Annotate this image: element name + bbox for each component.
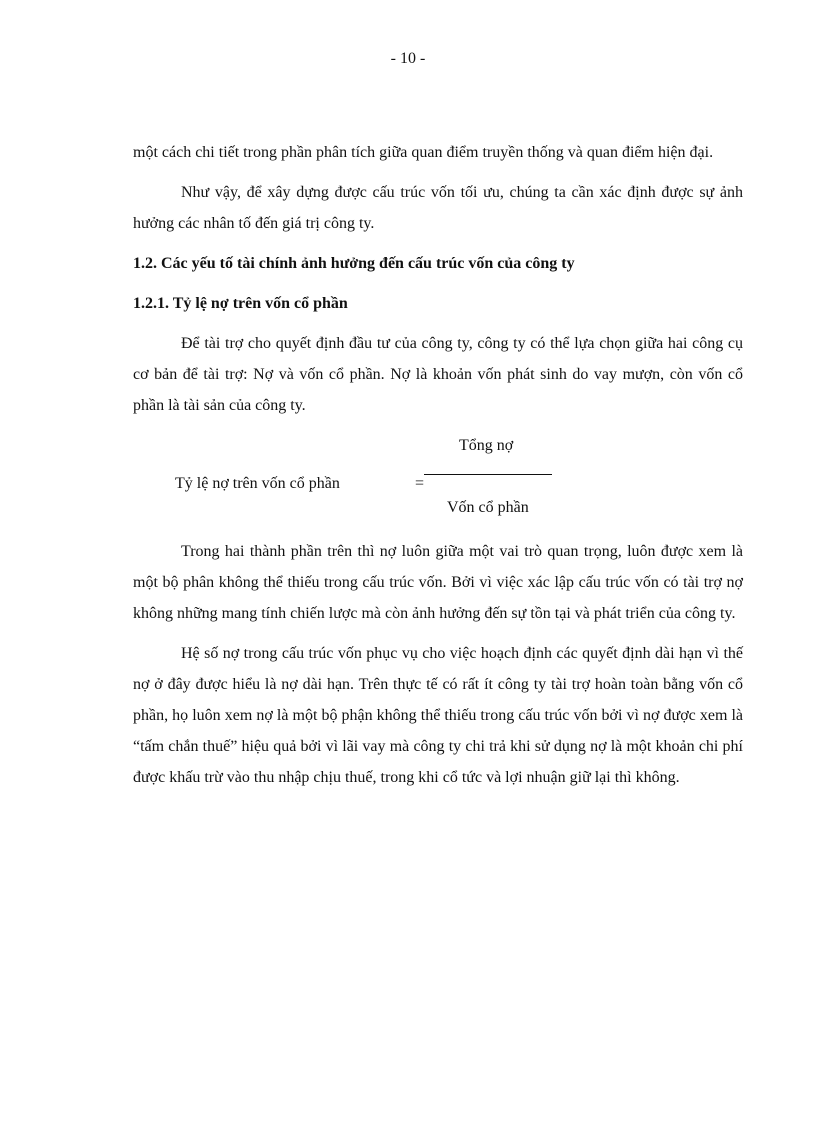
section-heading-1-2: 1.2. Các yếu tố tài chính ảnh hưởng đến cấu trúc vốn của công ty [133, 255, 575, 272]
formula-denominator: Vốn cổ phần [447, 499, 529, 516]
section-heading-1-2-1: 1.2.1. Tỷ lệ nợ trên vốn cổ phần [133, 295, 348, 312]
page-number: - 10 - [390, 50, 426, 67]
paragraph-tax-shield: Hệ số nợ trong cấu trúc vốn phục vụ cho việc hoạch định các quyết định dài hạn vì thế nợ ở đây được hiểu là nợ dài hạn. Trên thực tế có rất ít công ty tài trợ hoàn toàn bằng vốn cổ phần, họ luôn xem nợ là một bộ phận không thể thiếu trong cấu trúc vốn bởi vì nợ được xem là “tấm chắn thuế” hiệu quả bởi vì lãi vay mà công ty chi trả khi sử dụng nợ là một khoản chi phí được khấu trừ vào thu nhập chịu thuế, trong khi cổ tức và lợi nhuận giữ lại thì không. [133, 645, 743, 786]
paragraph-debt-role: Trong hai thành phần trên thì nợ luôn giữa một vai trò quan trọng, luôn được xem là một bộ phân không thể thiếu trong cấu trúc vốn. Bởi vì việc xác lập cấu trúc vốn có tài trợ nợ không những mang tính chiến lược mà còn ảnh hưởng đến sự tồn tại và phát triển của công ty. [133, 543, 743, 622]
formula-label: Tỷ lệ nợ trên vốn cổ phần [175, 475, 340, 492]
document-body [133, 137, 743, 802]
debt-equity-formula [133, 430, 743, 530]
formula-numerator: Tổng nợ [459, 437, 514, 454]
fraction-bar [424, 474, 552, 475]
paragraph-continuation: một cách chi tiết trong phần phân tích giữa quan điểm truyền thống và quan điểm hiện đại. [133, 144, 714, 161]
paragraph-optimal-structure: Như vậy, để xây dựng được cấu trúc vốn tối ưu, chúng ta cần xác định được sự ảnh hưởng các nhân tố đến giá trị công ty. [133, 184, 743, 232]
formula-equals: = [415, 475, 425, 492]
paragraph-funding-intro: Để tài trợ cho quyết định đầu tư của công ty, công ty có thể lựa chọn giữa hai công cụ cơ bản để tài trợ: Nợ và vốn cổ phần. Nợ là khoản vốn phát sinh do vay mượn, còn vốn cổ phần là tài sản của công ty. [133, 335, 743, 414]
